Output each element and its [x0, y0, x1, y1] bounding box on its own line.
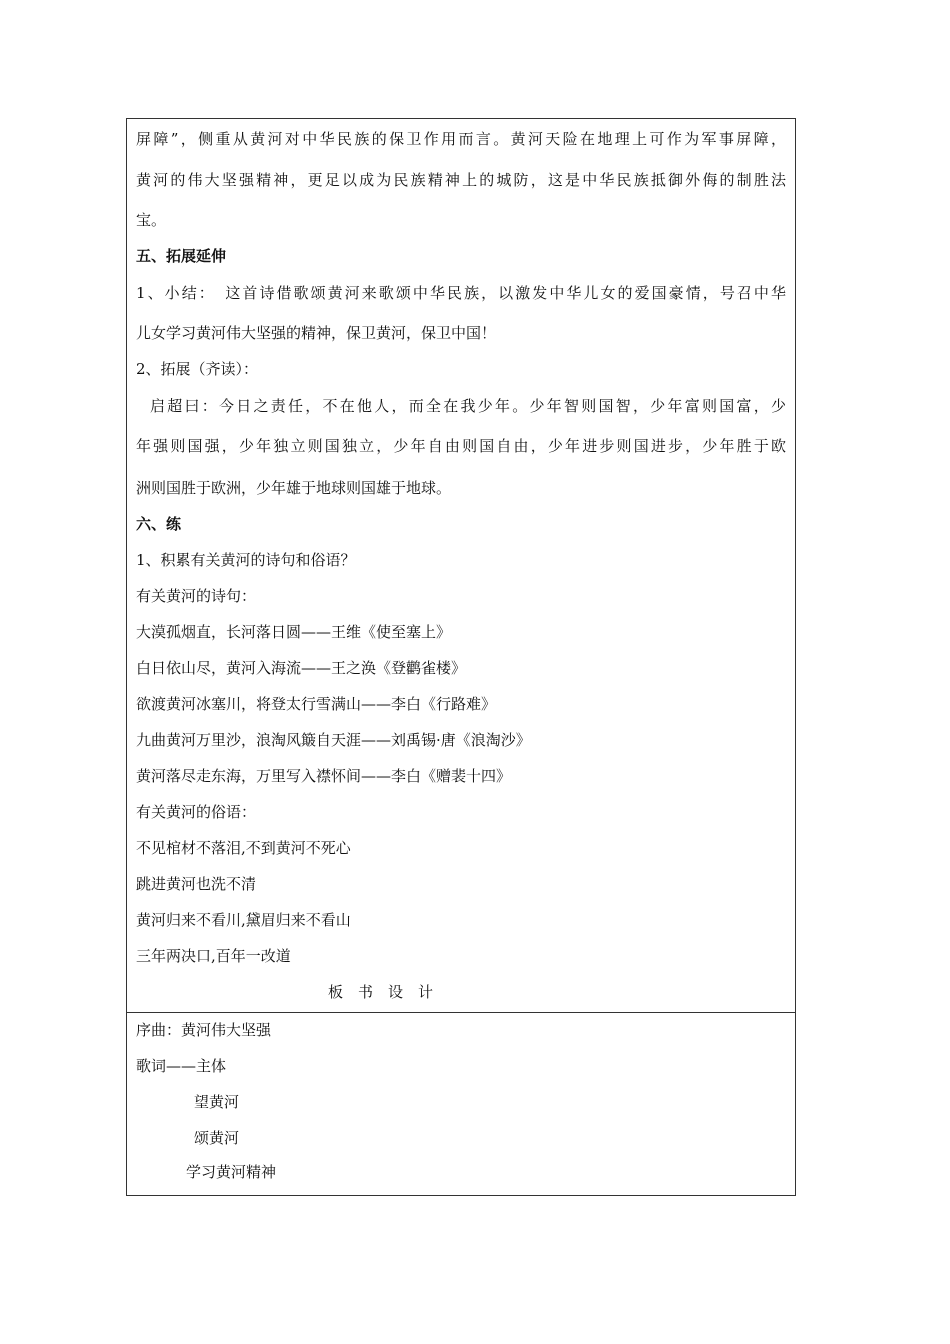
poem-line: 白日依山尽，黄河入海流——王之涣《登鹳雀楼》 [136, 659, 467, 677]
board-line: 望黄河 [194, 1093, 240, 1111]
summary-line: 儿女学习黄河伟大坚强的精神，保卫黄河，保卫中国！ [136, 324, 497, 342]
board-line: 颂黄河 [194, 1129, 240, 1147]
board-title: 板 书 设 计 [328, 983, 434, 1001]
board-line: 序曲：黄河伟大坚强 [136, 1021, 272, 1039]
section-heading: 六、练 [136, 515, 182, 533]
paragraph-line: 宝。 [136, 211, 167, 229]
saying-line: 跳进黄河也洗不清 [136, 875, 257, 893]
poem-line: 欲渡黄河冰塞川，将登太行雪满山——李白《行路难》 [136, 695, 497, 713]
question-text: 1、积累有关黄河的诗句和俗语？ [136, 551, 356, 569]
board-line: 歌词——主体 [136, 1057, 227, 1075]
poem-line: 大漠孤烟直，长河落日圆——王维《使至塞上》 [136, 623, 452, 641]
sayings-label: 有关黄河的俗语： [136, 803, 257, 821]
paragraph-line: 屏障”，侧重从黄河对中华民族的保卫作用而言。黄河天险在地理上可作为军事屏障， [136, 130, 786, 148]
saying-line: 不见棺材不落泪,不到黄河不死心 [136, 839, 351, 857]
summary-line: 1、小结： 这首诗借歌颂黄河来歌颂中华民族，以激发中华儿女的爱国豪情，号召中华 [136, 284, 786, 302]
quote-line: 洲则国胜于欧洲，少年雄于地球则国雄于地球。 [136, 479, 452, 497]
saying-line: 黄河归来不看川,黛眉归来不看山 [136, 911, 351, 929]
quote-line: 年强则国强，少年独立则国独立，少年自由则国自由，少年进步则国进步，少年胜于欧 [136, 437, 786, 455]
section-heading: 五、拓展延伸 [136, 247, 227, 265]
table-divider [126, 1012, 796, 1013]
poem-line: 九曲黄河万里沙，浪淘风簸自天涯——刘禹锡·唐《浪淘沙》 [136, 731, 531, 749]
board-line: 学习黄河精神 [186, 1163, 277, 1181]
poems-label: 有关黄河的诗句： [136, 587, 257, 605]
quote-line: 启超曰：今日之责任，不在他人，而全在我少年。少年智则国智，少年富则国富，少 [150, 397, 786, 415]
poem-line: 黄河落尽走东海，万里写入襟怀间——李白《赠裴十四》 [136, 767, 512, 785]
paragraph-line: 黄河的伟大坚强精神，更足以成为民族精神上的城防，这是中华民族抵御外侮的制胜法 [136, 171, 786, 189]
extend-label: 2、拓展（齐读）： [136, 360, 259, 378]
saying-line: 三年两决口,百年一改道 [136, 947, 291, 965]
